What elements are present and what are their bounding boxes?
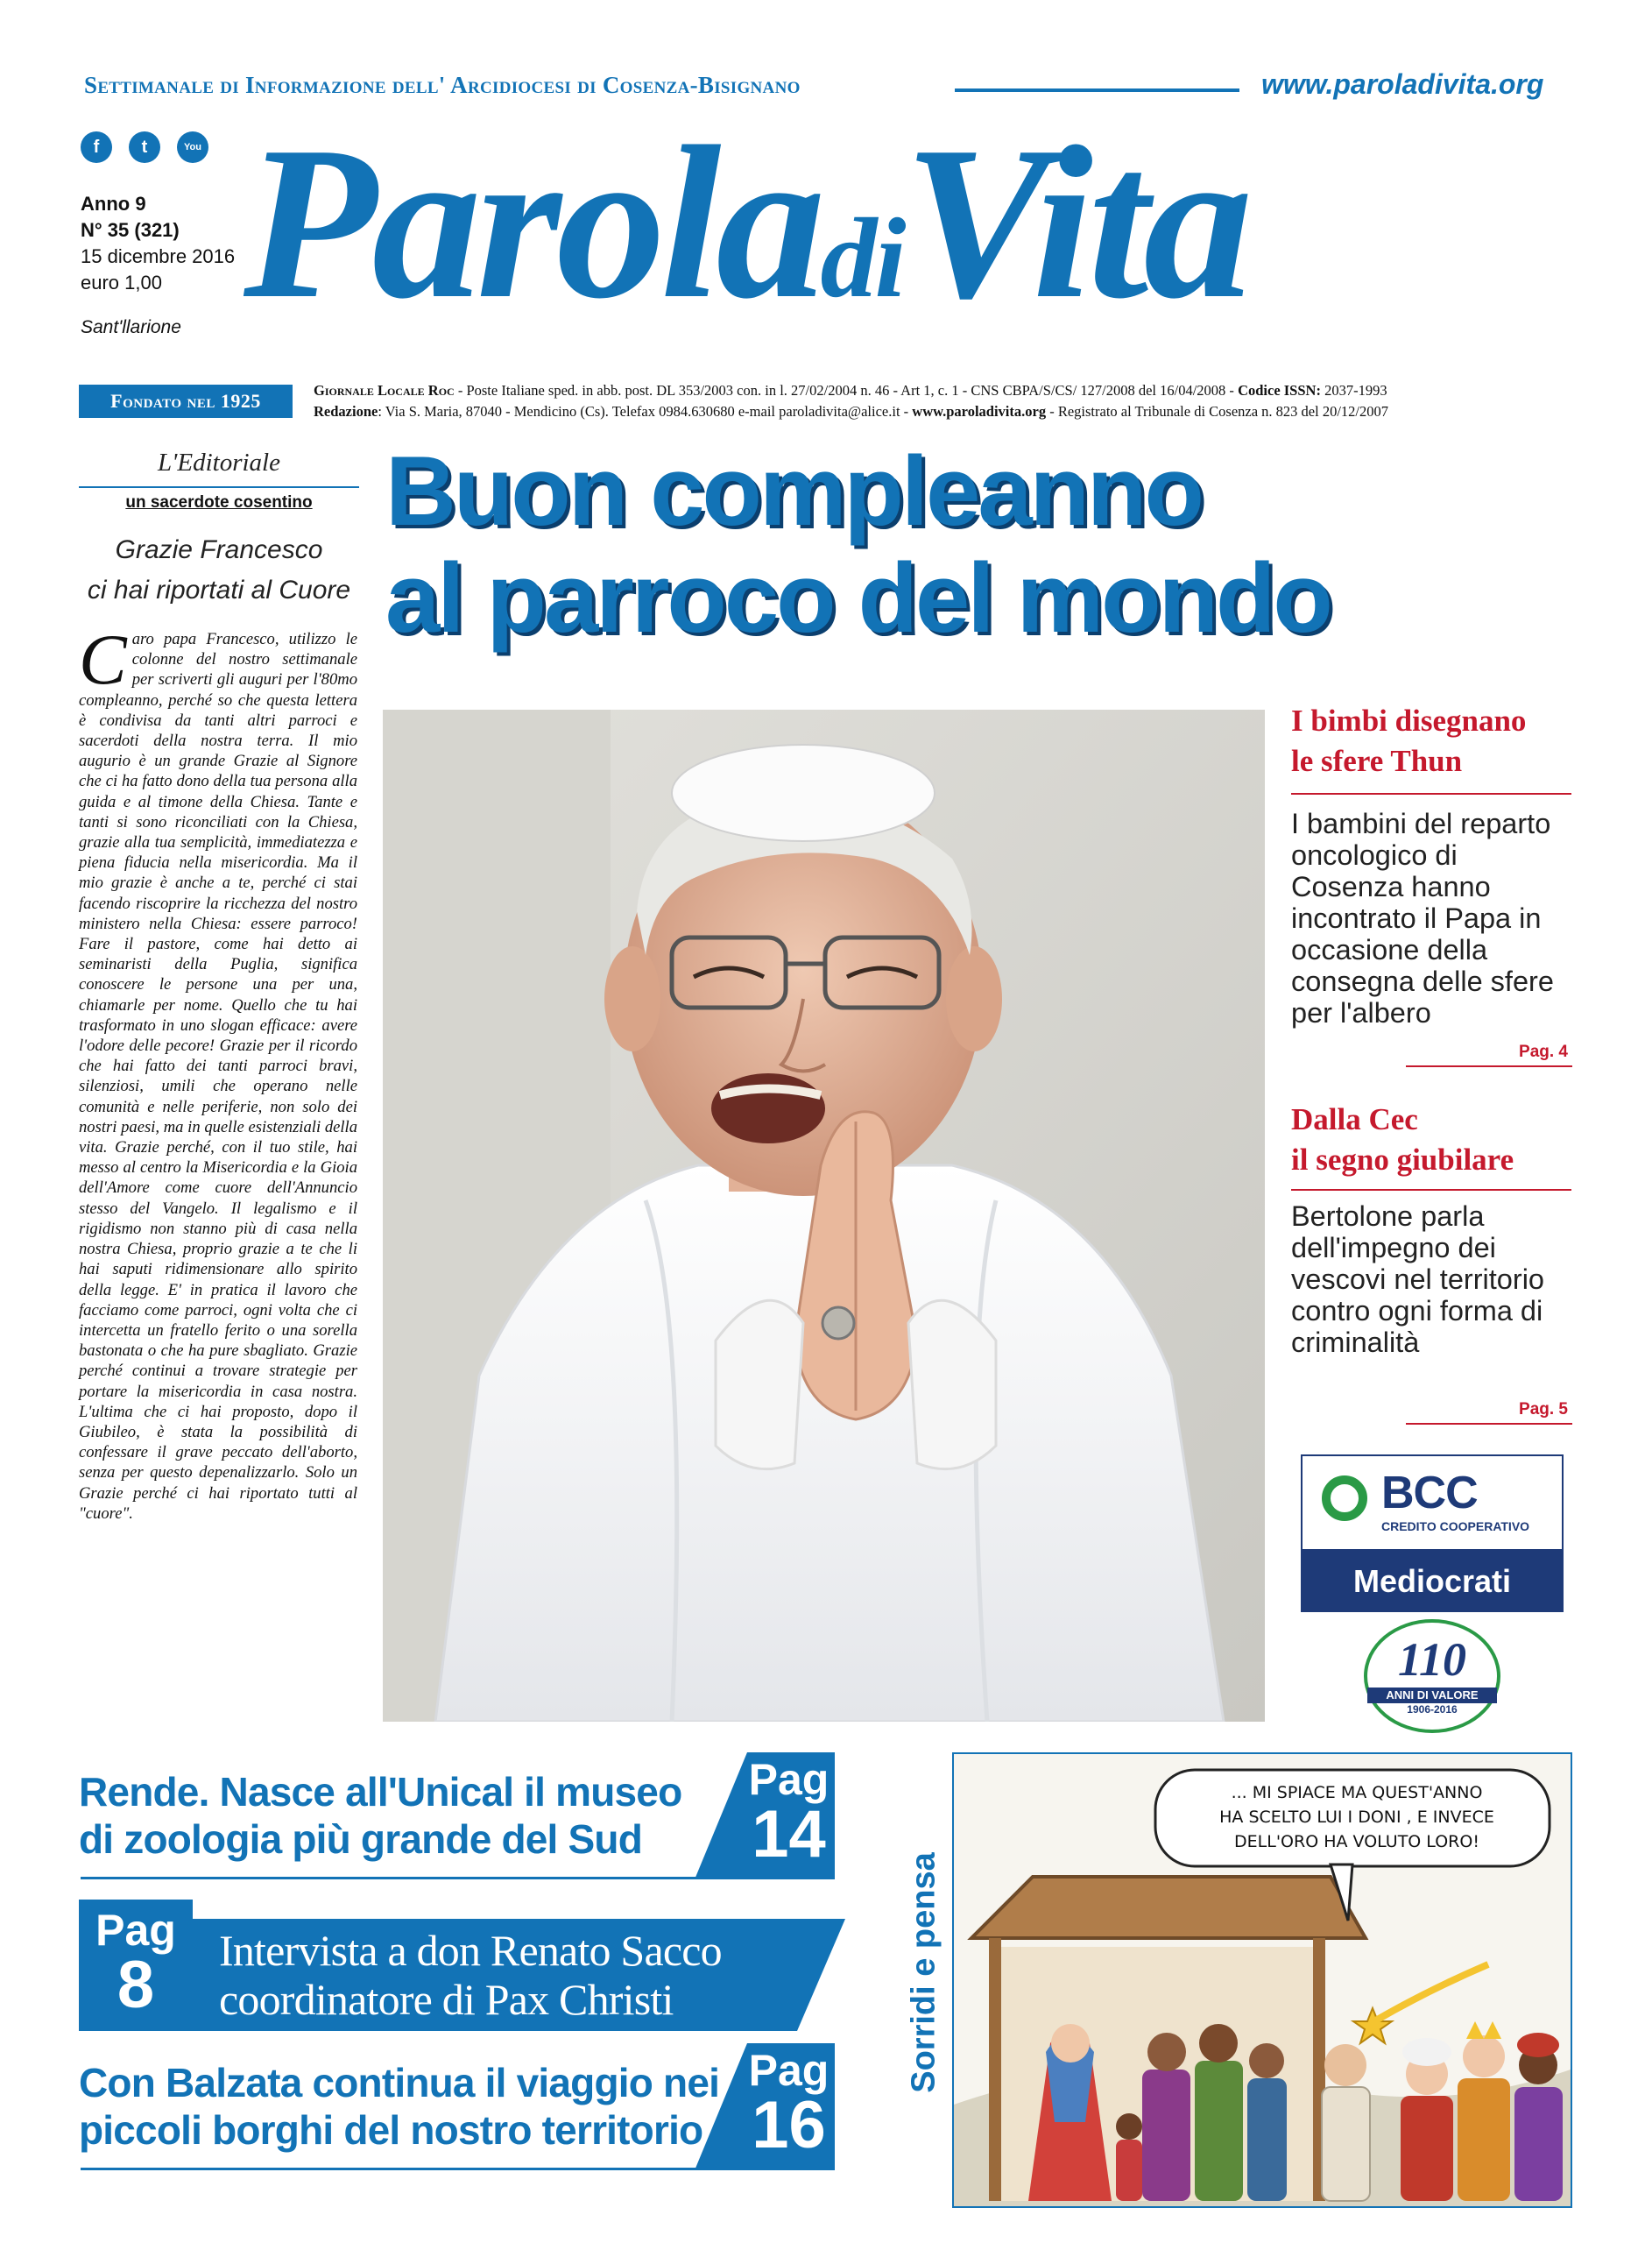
headline-line-2: al parroco del mondo	[385, 543, 1331, 653]
teaser-2-pag-number: 8	[116, 1948, 155, 2022]
editorial-title-line-2: ci hai riportati al Cuore	[87, 576, 351, 605]
facebook-icon[interactable]: f	[81, 131, 112, 163]
teaser-3-line-2: piccoli borghi del nostro territorio	[79, 2107, 703, 2153]
bcc-logo-icon	[1322, 1475, 1367, 1521]
sidebar-story-2-body: Bertolone parla dell'impegno dei vescovi nel territorio contro ogni forma di criminalità	[1291, 1200, 1544, 1358]
editorial-title[interactable]	[79, 530, 359, 611]
issue-year: Anno 9	[81, 193, 146, 215]
teaser-1-pag-label: Pag	[748, 1755, 830, 1804]
youtube-icon[interactable]: You	[177, 131, 208, 163]
legal-roc-label: Giornale Locale Roc	[314, 382, 455, 399]
bcc-advertisement[interactable]	[1301, 1454, 1564, 1737]
cartoon-panel	[952, 1752, 1572, 2208]
teaser-3-title[interactable]	[79, 2059, 719, 2154]
editorial-label: L'Editoriale	[158, 449, 280, 477]
sidebar-story-1-title-line-2: le sfere Thun	[1291, 744, 1463, 778]
cartoon-section-label	[880, 1796, 942, 2190]
sidebar-story-1-page-link[interactable]: Pag. 4	[1519, 1043, 1568, 1061]
bcc-subtitle: CREDITO COOPERATIVO	[1381, 1519, 1530, 1533]
legal-issn: 2037-1993	[1320, 382, 1387, 399]
editorial-text: aro papa Francesco, utilizzo le colonne del nostro settimanale per scriverti gli auguri per l'80mo compleanno, perché so che questa lettera è condivisa da tanti altri parroci e sacerdoti della nostra terra. Il mio augurio è un grande Grazie al Signore che ci ha fatto dono della tua persona alla guida e al timone della Chiesa. Tante e tanti si sono riconciliati con la Chiesa, grazie alla tua semplicità, immediatezza e piena fiducia nella misericordia. Ma il mio grazie è anche a te, perché ci stai facendo riscoprire la ricchezza del nostro ministero nella Chiesa: essere parroco! Fare il pastore, come hai detto ai seminaristi della Puglia, significa conoscere le persone una per una, chiamarle per nome. Quello che tu hai trasformato in uno slogan efficace: avere l'odore delle pecore! Grazie per il ricordo che hai fatto dei tanti parroci bravi, silenziosi, umili che operano nelle comunità e nelle periferie, non solo dei nostri paesi, ma in quelle esistenziali della vita. Grazie perché, con il tuo stile, hai messo al centro la Misericordia e la Gioia dell'Amore come cuore dell'Annuncio stesso del Vangelo. Il legalismo e il rigidismo non stanno più di casa nella nostra Chiesa, proprio grazie a te che li hai saputi ridimensionare allo spirito della legge. E' in pratica il lavoro che facciamo come parroci, ogni volta che ci intercetta un fratello ferito o una sorella bastonata o che ha pure sbagliato. Grazie perché continui a trovare strategie per portare la misericordia in casa nostra. L'ultima che ci hai proposto, dopo il Giubileo, è stata la possibilità di confessare il grave peccato dell'aborto, senza per questo depenalizzarlo. Solo un Grazie perché ci hai riportato tutti al "cuore".	[79, 630, 357, 1523]
issue-date: 15 dicembre 2016	[81, 245, 236, 267]
sidebar-story-1-body: I bambini del reparto oncologico di Cosenza hanno incontrato il Papa in occasione della consegna delle sfere per l'albero	[1291, 808, 1554, 1029]
editorial-body	[79, 619, 357, 1524]
sidebar-story-2-page-rule	[1406, 1423, 1572, 1425]
editorial-divider	[79, 486, 359, 488]
cartoon-bubble-line-2: HA SCELTO LUI I DONI , E INVECE	[1219, 1808, 1494, 1827]
header-tagline: Settimanale di Informazione dell' Arcidiocesi di Cosenza-Bisignano	[84, 72, 801, 98]
teaser-1-line-1: Rende. Nasce all'Unical il museo	[79, 1769, 682, 1815]
bcc-logo-box	[1301, 1454, 1564, 1551]
bcc-anniversary-seal	[1364, 1619, 1500, 1733]
editorial-dropcap: C	[79, 619, 127, 699]
teaser-3-line-1: Con Balzata continua il viaggio nei	[79, 2060, 720, 2105]
teaser-2-page-badge[interactable]	[79, 1900, 193, 2031]
legal-info	[314, 380, 1388, 422]
legal-redazione-label: Redazione	[314, 403, 378, 420]
cartoon-bubble-line-1: ... MI SPIACE MA QUEST'ANNO	[1231, 1783, 1483, 1802]
teaser-1-line-2: di zoologia più grande del Sud	[79, 1816, 643, 1862]
legal-website[interactable]: www.paroladivita.org	[912, 403, 1047, 420]
bcc-anniv-number: 110	[1397, 1633, 1467, 1686]
header-divider	[955, 88, 1239, 92]
teaser-1-pag-number: 14	[752, 1797, 826, 1872]
teaser-2-banner[interactable]	[193, 1919, 845, 2031]
legal-line-1: - Poste Italiane sped. in abb. post. DL 353/2003 con. in l. 27/02/2004 n. 46 - Art 1, c. 1 - CNS CBPA/S/CS/ 127/2008 del 16/04/2008 -	[454, 382, 1239, 399]
teaser-1-rule	[81, 1877, 799, 1879]
sidebar-story-1-title[interactable]	[1291, 701, 1526, 782]
masthead-logo	[244, 102, 1248, 344]
cartoon-speech-bubble	[1173, 1780, 1541, 1854]
teaser-3-rule	[81, 2168, 799, 2170]
teaser-3-pag-label: Pag	[748, 2046, 830, 2095]
teaser-3-pag-number: 16	[752, 2088, 826, 2162]
teaser-2-line-2: coordinatore di Pax Christi	[219, 1975, 674, 2024]
sidebar-story-2-title-line-1: Dalla Cec	[1291, 1102, 1418, 1136]
sidebar-story-1-title-line-1: I bimbi disegnano	[1291, 704, 1527, 738]
twitter-icon[interactable]: t	[129, 131, 160, 163]
bcc-name: Mediocrati	[1301, 1551, 1564, 1612]
issue-number: N° 35 (321)	[81, 219, 180, 241]
teaser-3-page-badge[interactable]	[695, 2043, 835, 2170]
bcc-brand: BCC	[1381, 1468, 1478, 1518]
pope-photo	[383, 710, 1265, 1722]
sidebar-story-1-divider	[1291, 793, 1571, 795]
headline-line-1: Buon compleanno	[385, 436, 1202, 546]
masthead-word-di: di	[820, 195, 904, 322]
teaser-2-line-1: Intervista a don Renato Sacco	[219, 1926, 722, 1975]
bcc-anniv-text: ANNI DI VALORE	[1367, 1688, 1497, 1703]
header-website-link[interactable]: www.paroladivita.org	[1261, 68, 1544, 100]
issue-info	[81, 191, 235, 296]
cartoon-section-title: Sorridi e pensa	[905, 1852, 942, 2093]
legal-line-2: : Via S. Maria, 87040 - Mendicino (Cs). Telefax 0984.630680 e-mail paroladivita@alice.it -	[378, 403, 913, 420]
masthead-word-parola: Parola	[244, 102, 821, 344]
sidebar-story-2-divider	[1291, 1189, 1571, 1191]
issue-price: euro 1,00	[81, 272, 162, 294]
legal-issn-label: Codice ISSN:	[1238, 382, 1321, 399]
sidebar-story-1-page-rule	[1406, 1065, 1572, 1067]
sidebar-story-2-title[interactable]	[1291, 1100, 1514, 1180]
main-headline[interactable]	[385, 438, 1331, 652]
cartoon-bubble-line-3: DELL'ORO HA VOLUTO LORO!	[1234, 1832, 1479, 1851]
teaser-1-page-badge[interactable]	[695, 1752, 835, 1879]
masthead-word-vita: Vita	[903, 102, 1248, 344]
teaser-1-title[interactable]	[79, 1768, 681, 1863]
sidebar-story-2-title-line-2: il segno giubilare	[1291, 1143, 1514, 1177]
editorial-title-line-1: Grazie Francesco	[115, 535, 323, 564]
teaser-2-pag-label: Pag	[95, 1906, 176, 1955]
saint-of-day: Sant'llarione	[81, 317, 181, 337]
editorial-author: un sacerdote cosentino	[125, 493, 313, 512]
legal-line-2-end: - Registrato al Tribunale di Cosenza n. 823 del 20/12/2007	[1046, 403, 1389, 420]
bcc-anniv-years: 1906-2016	[1407, 1703, 1458, 1716]
founded-badge: Fondato nel 1925	[79, 385, 293, 418]
sidebar-story-2-page-link[interactable]: Pag. 5	[1519, 1400, 1568, 1419]
